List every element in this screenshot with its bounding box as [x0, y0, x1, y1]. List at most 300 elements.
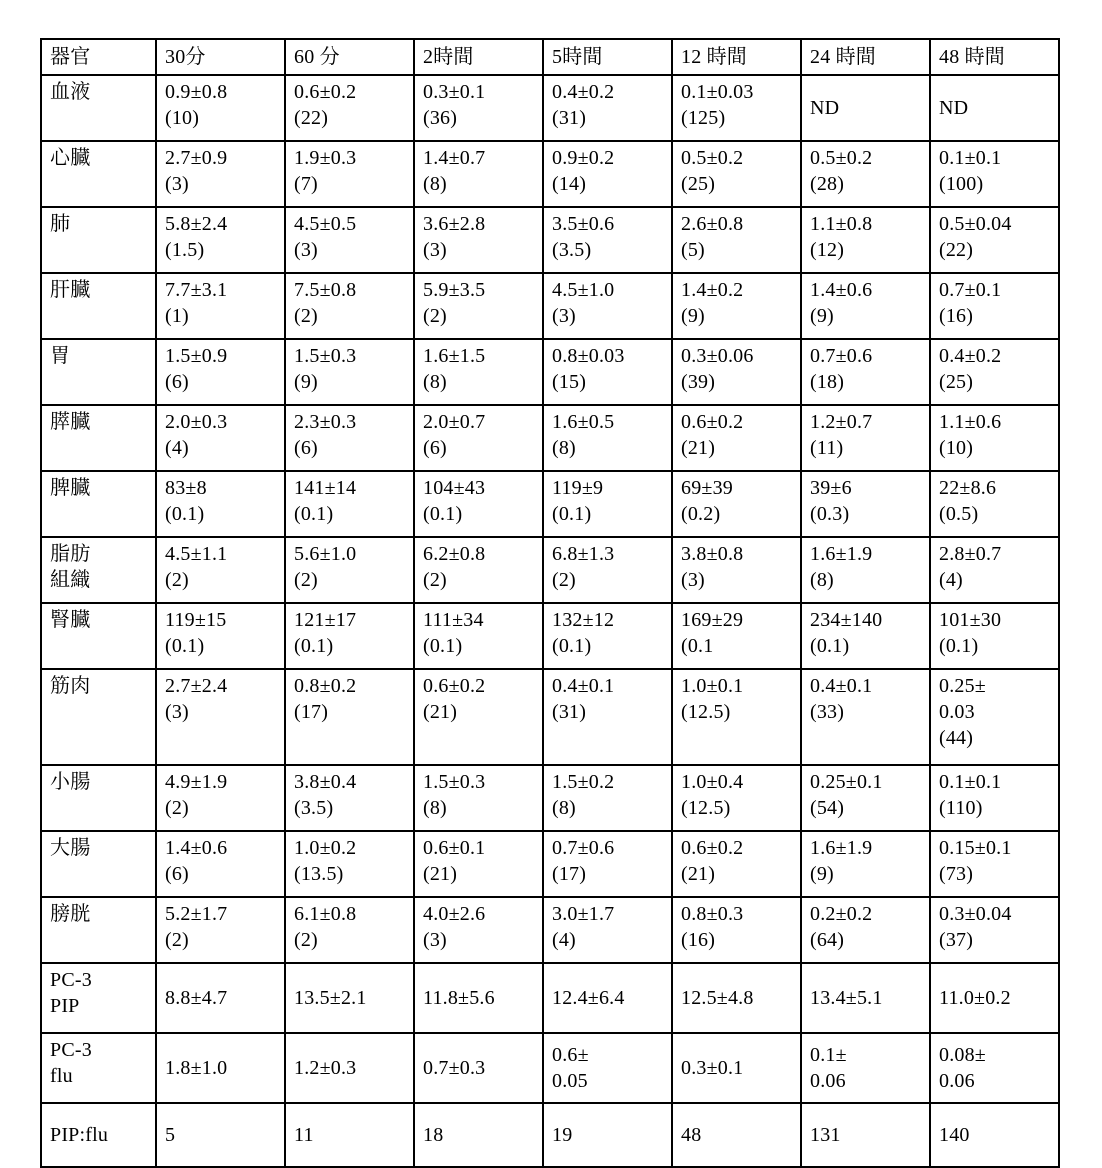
cell-value: 6.1±0.8 — [294, 903, 357, 925]
cell-ratio: (0.1) — [939, 635, 979, 657]
cell-value: 0.7±0.6 — [810, 345, 873, 367]
cell-value: 0.9±0.2 — [552, 147, 615, 169]
cell-value: 1.5±0.3 — [423, 771, 486, 793]
cell-value: 6.2±0.8 — [423, 543, 486, 565]
table-row — [41, 963, 1059, 1033]
cell-ratio: (9) — [810, 863, 834, 885]
cell-ratio: (8) — [423, 371, 447, 393]
biodistribution-table-container — [40, 38, 1059, 1168]
cell-value: 104±43 — [423, 477, 486, 499]
cell-ratio: (13.5) — [294, 863, 344, 885]
cell-ratio: (73) — [939, 863, 974, 885]
organ-label: 腎臓 — [41, 603, 156, 669]
organ-label: 脾臓 — [41, 471, 156, 537]
data-cell — [414, 963, 543, 1033]
data-cell — [156, 765, 285, 831]
cell-value: 83±8 — [165, 477, 207, 499]
data-cell — [414, 75, 543, 141]
data-cell — [801, 897, 930, 963]
cell-ratio: (2) — [423, 305, 447, 327]
cell-value: 0.15±0.1 — [939, 837, 1012, 859]
cell-ratio: (31) — [552, 701, 587, 723]
data-cell — [414, 831, 543, 897]
cell-ratio: (2) — [423, 569, 447, 591]
cell-value: 1.4±0.6 — [810, 279, 873, 301]
data-cell — [543, 273, 672, 339]
cell-ratio: (11) — [810, 437, 844, 459]
data-cell — [801, 273, 930, 339]
column-header-timepoint: 12 時間 — [672, 39, 801, 75]
organ-label: 膵臓 — [41, 405, 156, 471]
data-cell — [672, 669, 801, 765]
data-cell — [543, 471, 672, 537]
cell-value: 0.5±0.2 — [810, 147, 873, 169]
data-cell — [930, 765, 1059, 831]
data-cell — [672, 1033, 801, 1103]
cell-value: 0.4±0.2 — [939, 345, 1002, 367]
organ-label: 心臓 — [41, 141, 156, 207]
data-cell — [543, 1033, 672, 1103]
cell-ratio: (9) — [681, 305, 705, 327]
cell-value: 0.4±0.1 — [810, 675, 873, 697]
cell-ratio: (15) — [552, 371, 587, 393]
cell-ratio: (9) — [294, 371, 318, 393]
cell-value: 1.0±0.2 — [294, 837, 357, 859]
data-cell — [801, 141, 930, 207]
data-cell — [801, 207, 930, 273]
cell-ratio: (125) — [681, 107, 726, 129]
cell-value: 1.5±0.9 — [165, 345, 228, 367]
data-cell — [285, 831, 414, 897]
data-cell — [285, 471, 414, 537]
cell-value: 1.4±0.2 — [681, 279, 744, 301]
cell-ratio: (7) — [294, 173, 318, 195]
cell-ratio: (0.1) — [810, 635, 850, 657]
data-cell — [930, 537, 1059, 603]
data-cell — [672, 273, 801, 339]
data-cell — [156, 405, 285, 471]
cell-value: 111±34 — [423, 609, 484, 631]
organ-label: 小腸 — [41, 765, 156, 831]
data-cell — [285, 537, 414, 603]
cell-value: 119±15 — [165, 609, 227, 631]
data-cell — [285, 141, 414, 207]
cell-value: 3.6±2.8 — [423, 213, 486, 235]
cell-ratio: (5) — [681, 239, 705, 261]
cell-value: 11.8±5.6 — [423, 987, 495, 1009]
data-cell — [285, 339, 414, 405]
data-cell — [930, 1103, 1059, 1167]
cell-value: 39±6 — [810, 477, 852, 499]
cell-ratio: (0.1) — [423, 503, 463, 525]
data-cell — [285, 405, 414, 471]
data-cell — [930, 669, 1059, 765]
cell-ratio: (2) — [294, 305, 318, 327]
cell-ratio: (9) — [810, 305, 834, 327]
column-header-organ: 器官 — [41, 39, 156, 75]
data-cell — [156, 75, 285, 141]
cell-ratio: (10) — [165, 107, 200, 129]
data-cell — [543, 1103, 672, 1167]
data-cell — [285, 963, 414, 1033]
cell-value: 101±30 — [939, 609, 1002, 631]
cell-value: 3.8±0.4 — [294, 771, 357, 793]
data-cell — [414, 1033, 543, 1103]
cell-ratio: (3) — [165, 701, 189, 723]
data-cell — [672, 897, 801, 963]
cell-value: 1.5±0.3 — [294, 345, 357, 367]
cell-value: 0.1± 0.06 — [810, 1044, 847, 1092]
data-cell — [156, 897, 285, 963]
cell-value: 1.6±1.9 — [810, 837, 873, 859]
data-cell — [801, 669, 930, 765]
data-cell — [801, 339, 930, 405]
cell-value: 3.8±0.8 — [681, 543, 744, 565]
data-cell — [543, 831, 672, 897]
cell-value: 234±140 — [810, 609, 883, 631]
cell-value: 0.4±0.2 — [552, 81, 615, 103]
cell-ratio: (2) — [165, 929, 189, 951]
cell-ratio: (8) — [810, 569, 834, 591]
data-cell — [414, 897, 543, 963]
cell-ratio: (21) — [423, 863, 458, 885]
cell-value: 11 — [294, 1124, 314, 1146]
data-cell — [672, 207, 801, 273]
cell-ratio: (16) — [939, 305, 974, 327]
cell-ratio: (2) — [294, 929, 318, 951]
data-cell — [930, 897, 1059, 963]
table-row — [41, 669, 1059, 765]
organ-label: PC-3 PIP — [41, 963, 156, 1033]
cell-value: 2.6±0.8 — [681, 213, 744, 235]
cell-ratio: (37) — [939, 929, 974, 951]
cell-value: 12.4±6.4 — [552, 987, 625, 1009]
organ-label: 膀胱 — [41, 897, 156, 963]
data-cell — [930, 141, 1059, 207]
data-cell — [156, 471, 285, 537]
cell-ratio: (2) — [552, 569, 576, 591]
cell-value: 0.8±0.03 — [552, 345, 625, 367]
data-cell — [672, 1103, 801, 1167]
cell-value: ND — [810, 97, 840, 119]
table-row — [41, 141, 1059, 207]
column-header-timepoint: 5時間 — [543, 39, 672, 75]
cell-ratio: (21) — [681, 437, 716, 459]
data-cell — [672, 963, 801, 1033]
cell-ratio: (12) — [810, 239, 845, 261]
cell-value: 0.6±0.2 — [294, 81, 357, 103]
cell-value: 0.1±0.03 — [681, 81, 754, 103]
cell-value: 1.0±0.1 — [681, 675, 744, 697]
cell-value: 5.8±2.4 — [165, 213, 228, 235]
cell-value: 1.6±0.5 — [552, 411, 615, 433]
cell-value: 0.1±0.1 — [939, 771, 1002, 793]
cell-value: 4.9±1.9 — [165, 771, 228, 793]
cell-value: 22±8.6 — [939, 477, 997, 499]
cell-value: 140 — [939, 1124, 970, 1146]
data-cell — [672, 765, 801, 831]
data-cell — [156, 339, 285, 405]
cell-ratio: (10) — [939, 437, 974, 459]
cell-ratio: (64) — [810, 929, 845, 951]
cell-value: 2.0±0.3 — [165, 411, 228, 433]
table-body — [41, 39, 1059, 1167]
data-cell — [930, 339, 1059, 405]
data-cell — [156, 207, 285, 273]
table-header-row — [41, 39, 1059, 75]
cell-value: 141±14 — [294, 477, 357, 499]
cell-ratio: (0.1) — [552, 503, 592, 525]
cell-ratio: (8) — [552, 437, 576, 459]
cell-value: 121±17 — [294, 609, 357, 631]
data-cell — [543, 537, 672, 603]
cell-ratio: (12.5) — [681, 797, 731, 819]
table-row — [41, 207, 1059, 273]
data-cell — [801, 765, 930, 831]
data-cell — [930, 273, 1059, 339]
cell-ratio: (8) — [552, 797, 576, 819]
cell-ratio: (1) — [165, 305, 189, 327]
data-cell — [285, 75, 414, 141]
data-cell — [930, 471, 1059, 537]
cell-value: 12.5±4.8 — [681, 987, 754, 1009]
cell-value: 1.2±0.7 — [810, 411, 873, 433]
cell-value: 0.5±0.04 — [939, 213, 1012, 235]
data-cell — [156, 1103, 285, 1167]
data-cell — [414, 669, 543, 765]
cell-value: 1.0±0.4 — [681, 771, 744, 793]
column-header-timepoint: 30分 — [156, 39, 285, 75]
data-cell — [801, 963, 930, 1033]
cell-ratio: (6) — [165, 371, 189, 393]
cell-ratio: (3) — [552, 305, 576, 327]
data-cell — [672, 537, 801, 603]
cell-value: 4.5±1.1 — [165, 543, 228, 565]
table-row — [41, 1103, 1059, 1167]
data-cell — [285, 603, 414, 669]
cell-ratio: (100) — [939, 173, 984, 195]
cell-ratio: (0.1) — [423, 635, 463, 657]
cell-value: 1.9±0.3 — [294, 147, 357, 169]
cell-ratio: (22) — [294, 107, 329, 129]
data-cell — [930, 603, 1059, 669]
data-cell — [543, 765, 672, 831]
cell-value: 48 — [681, 1124, 702, 1146]
cell-value: 1.5±0.2 — [552, 771, 615, 793]
cell-value: 0.3±0.1 — [423, 81, 486, 103]
data-cell — [672, 471, 801, 537]
data-cell — [156, 603, 285, 669]
cell-value: 1.4±0.7 — [423, 147, 486, 169]
cell-value: 131 — [810, 1124, 841, 1146]
cell-value: 19 — [552, 1124, 573, 1146]
column-header-timepoint: 24 時間 — [801, 39, 930, 75]
cell-ratio: (25) — [681, 173, 716, 195]
data-cell — [801, 603, 930, 669]
data-cell — [930, 1033, 1059, 1103]
cell-value: 8.8±4.7 — [165, 987, 228, 1009]
data-cell — [930, 405, 1059, 471]
column-header-timepoint: 48 時間 — [930, 39, 1059, 75]
data-cell — [672, 141, 801, 207]
data-cell — [543, 405, 672, 471]
data-cell — [543, 141, 672, 207]
data-cell — [414, 141, 543, 207]
data-cell — [672, 603, 801, 669]
cell-ratio: (3.5) — [294, 797, 334, 819]
organ-label: 胃 — [41, 339, 156, 405]
data-cell — [543, 669, 672, 765]
cell-ratio: (54) — [810, 797, 845, 819]
cell-ratio: (2) — [165, 569, 189, 591]
cell-value: 1.2±0.3 — [294, 1057, 357, 1079]
cell-value: 2.3±0.3 — [294, 411, 357, 433]
cell-value: 132±12 — [552, 609, 615, 631]
data-cell — [285, 669, 414, 765]
organ-label: 筋肉 — [41, 669, 156, 765]
cell-value: 0.7±0.3 — [423, 1057, 486, 1079]
data-cell — [285, 1103, 414, 1167]
data-cell — [285, 273, 414, 339]
cell-value: 0.8±0.2 — [294, 675, 357, 697]
data-cell — [930, 207, 1059, 273]
cell-value: 13.5±2.1 — [294, 987, 367, 1009]
data-cell — [156, 669, 285, 765]
data-cell — [801, 1033, 930, 1103]
data-cell — [543, 75, 672, 141]
data-cell — [672, 831, 801, 897]
table-row — [41, 273, 1059, 339]
data-cell — [156, 537, 285, 603]
data-cell — [285, 207, 414, 273]
table-row — [41, 897, 1059, 963]
cell-value: 0.4±0.1 — [552, 675, 615, 697]
cell-value: 0.1±0.1 — [939, 147, 1002, 169]
cell-ratio: (33) — [810, 701, 845, 723]
cell-value: 0.6±0.2 — [681, 837, 744, 859]
data-cell — [801, 831, 930, 897]
data-cell — [801, 405, 930, 471]
data-cell — [156, 831, 285, 897]
cell-ratio: (0.2) — [681, 503, 721, 525]
cell-ratio: (39) — [681, 371, 716, 393]
cell-value: 0.25±0.1 — [810, 771, 883, 793]
cell-value: 0.8±0.3 — [681, 903, 744, 925]
cell-value: 6.8±1.3 — [552, 543, 615, 565]
cell-value: 5.9±3.5 — [423, 279, 486, 301]
data-cell — [801, 471, 930, 537]
cell-value: 1.8±1.0 — [165, 1057, 228, 1079]
cell-ratio: (0.1 — [681, 635, 714, 657]
data-cell — [414, 603, 543, 669]
cell-value: 1.6±1.5 — [423, 345, 486, 367]
organ-label: 血液 — [41, 75, 156, 141]
cell-ratio: (18) — [810, 371, 845, 393]
cell-value: 69±39 — [681, 477, 733, 499]
cell-ratio: (12.5) — [681, 701, 731, 723]
cell-value: 7.5±0.8 — [294, 279, 357, 301]
cell-value: 1.4±0.6 — [165, 837, 228, 859]
column-header-timepoint: 2時間 — [414, 39, 543, 75]
cell-ratio: (16) — [681, 929, 716, 951]
cell-ratio: (0.1) — [552, 635, 592, 657]
cell-value: 3.0±1.7 — [552, 903, 615, 925]
cell-value: 0.3±0.06 — [681, 345, 754, 367]
table-row — [41, 405, 1059, 471]
data-cell — [543, 603, 672, 669]
table-row — [41, 75, 1059, 141]
cell-ratio: (4) — [552, 929, 576, 951]
cell-ratio: (3) — [681, 569, 705, 591]
cell-ratio: (22) — [939, 239, 974, 261]
organ-label: 肝臓 — [41, 273, 156, 339]
data-cell — [672, 75, 801, 141]
cell-value: 5.6±1.0 — [294, 543, 357, 565]
data-cell — [543, 339, 672, 405]
data-cell — [801, 537, 930, 603]
data-cell — [414, 471, 543, 537]
cell-ratio: (1.5) — [165, 239, 205, 261]
cell-value: ND — [939, 97, 969, 119]
table-row — [41, 1033, 1059, 1103]
data-cell — [414, 273, 543, 339]
cell-ratio: (21) — [423, 701, 458, 723]
cell-value: 2.7±0.9 — [165, 147, 228, 169]
cell-value: 0.3±0.1 — [681, 1057, 744, 1079]
cell-ratio: (3) — [165, 173, 189, 195]
data-cell — [414, 537, 543, 603]
cell-value: 0.2±0.2 — [810, 903, 873, 925]
data-cell — [285, 1033, 414, 1103]
table-row — [41, 603, 1059, 669]
cell-ratio: (21) — [681, 863, 716, 885]
cell-ratio: (8) — [423, 173, 447, 195]
data-cell — [543, 207, 672, 273]
cell-value: 1.1±0.8 — [810, 213, 873, 235]
cell-ratio: (44) — [939, 727, 974, 749]
cell-ratio: (0.1) — [165, 635, 205, 657]
cell-value: 4.0±2.6 — [423, 903, 486, 925]
table-row — [41, 339, 1059, 405]
cell-ratio: (31) — [552, 107, 587, 129]
cell-ratio: (0.1) — [294, 635, 334, 657]
biodistribution-table — [40, 38, 1060, 1168]
cell-ratio: (6) — [165, 863, 189, 885]
cell-value: 7.7±3.1 — [165, 279, 228, 301]
organ-label: 脂肪 組織 — [41, 537, 156, 603]
cell-ratio: (0.1) — [294, 503, 334, 525]
cell-value: 18 — [423, 1124, 444, 1146]
data-cell — [414, 765, 543, 831]
cell-ratio: (14) — [552, 173, 587, 195]
cell-ratio: (17) — [294, 701, 329, 723]
data-cell — [930, 75, 1059, 141]
cell-ratio: (0.5) — [939, 503, 979, 525]
table-row — [41, 537, 1059, 603]
data-cell — [285, 765, 414, 831]
data-cell — [672, 405, 801, 471]
cell-value: 3.5±0.6 — [552, 213, 615, 235]
cell-ratio: (110) — [939, 797, 983, 819]
organ-label: PIP:flu — [41, 1103, 156, 1167]
data-cell — [285, 897, 414, 963]
cell-ratio: (17) — [552, 863, 587, 885]
data-cell — [156, 273, 285, 339]
cell-value: 0.25± 0.03 — [939, 675, 986, 723]
cell-value: 2.8±0.7 — [939, 543, 1002, 565]
cell-value: 4.5±0.5 — [294, 213, 357, 235]
cell-value: 2.0±0.7 — [423, 411, 486, 433]
